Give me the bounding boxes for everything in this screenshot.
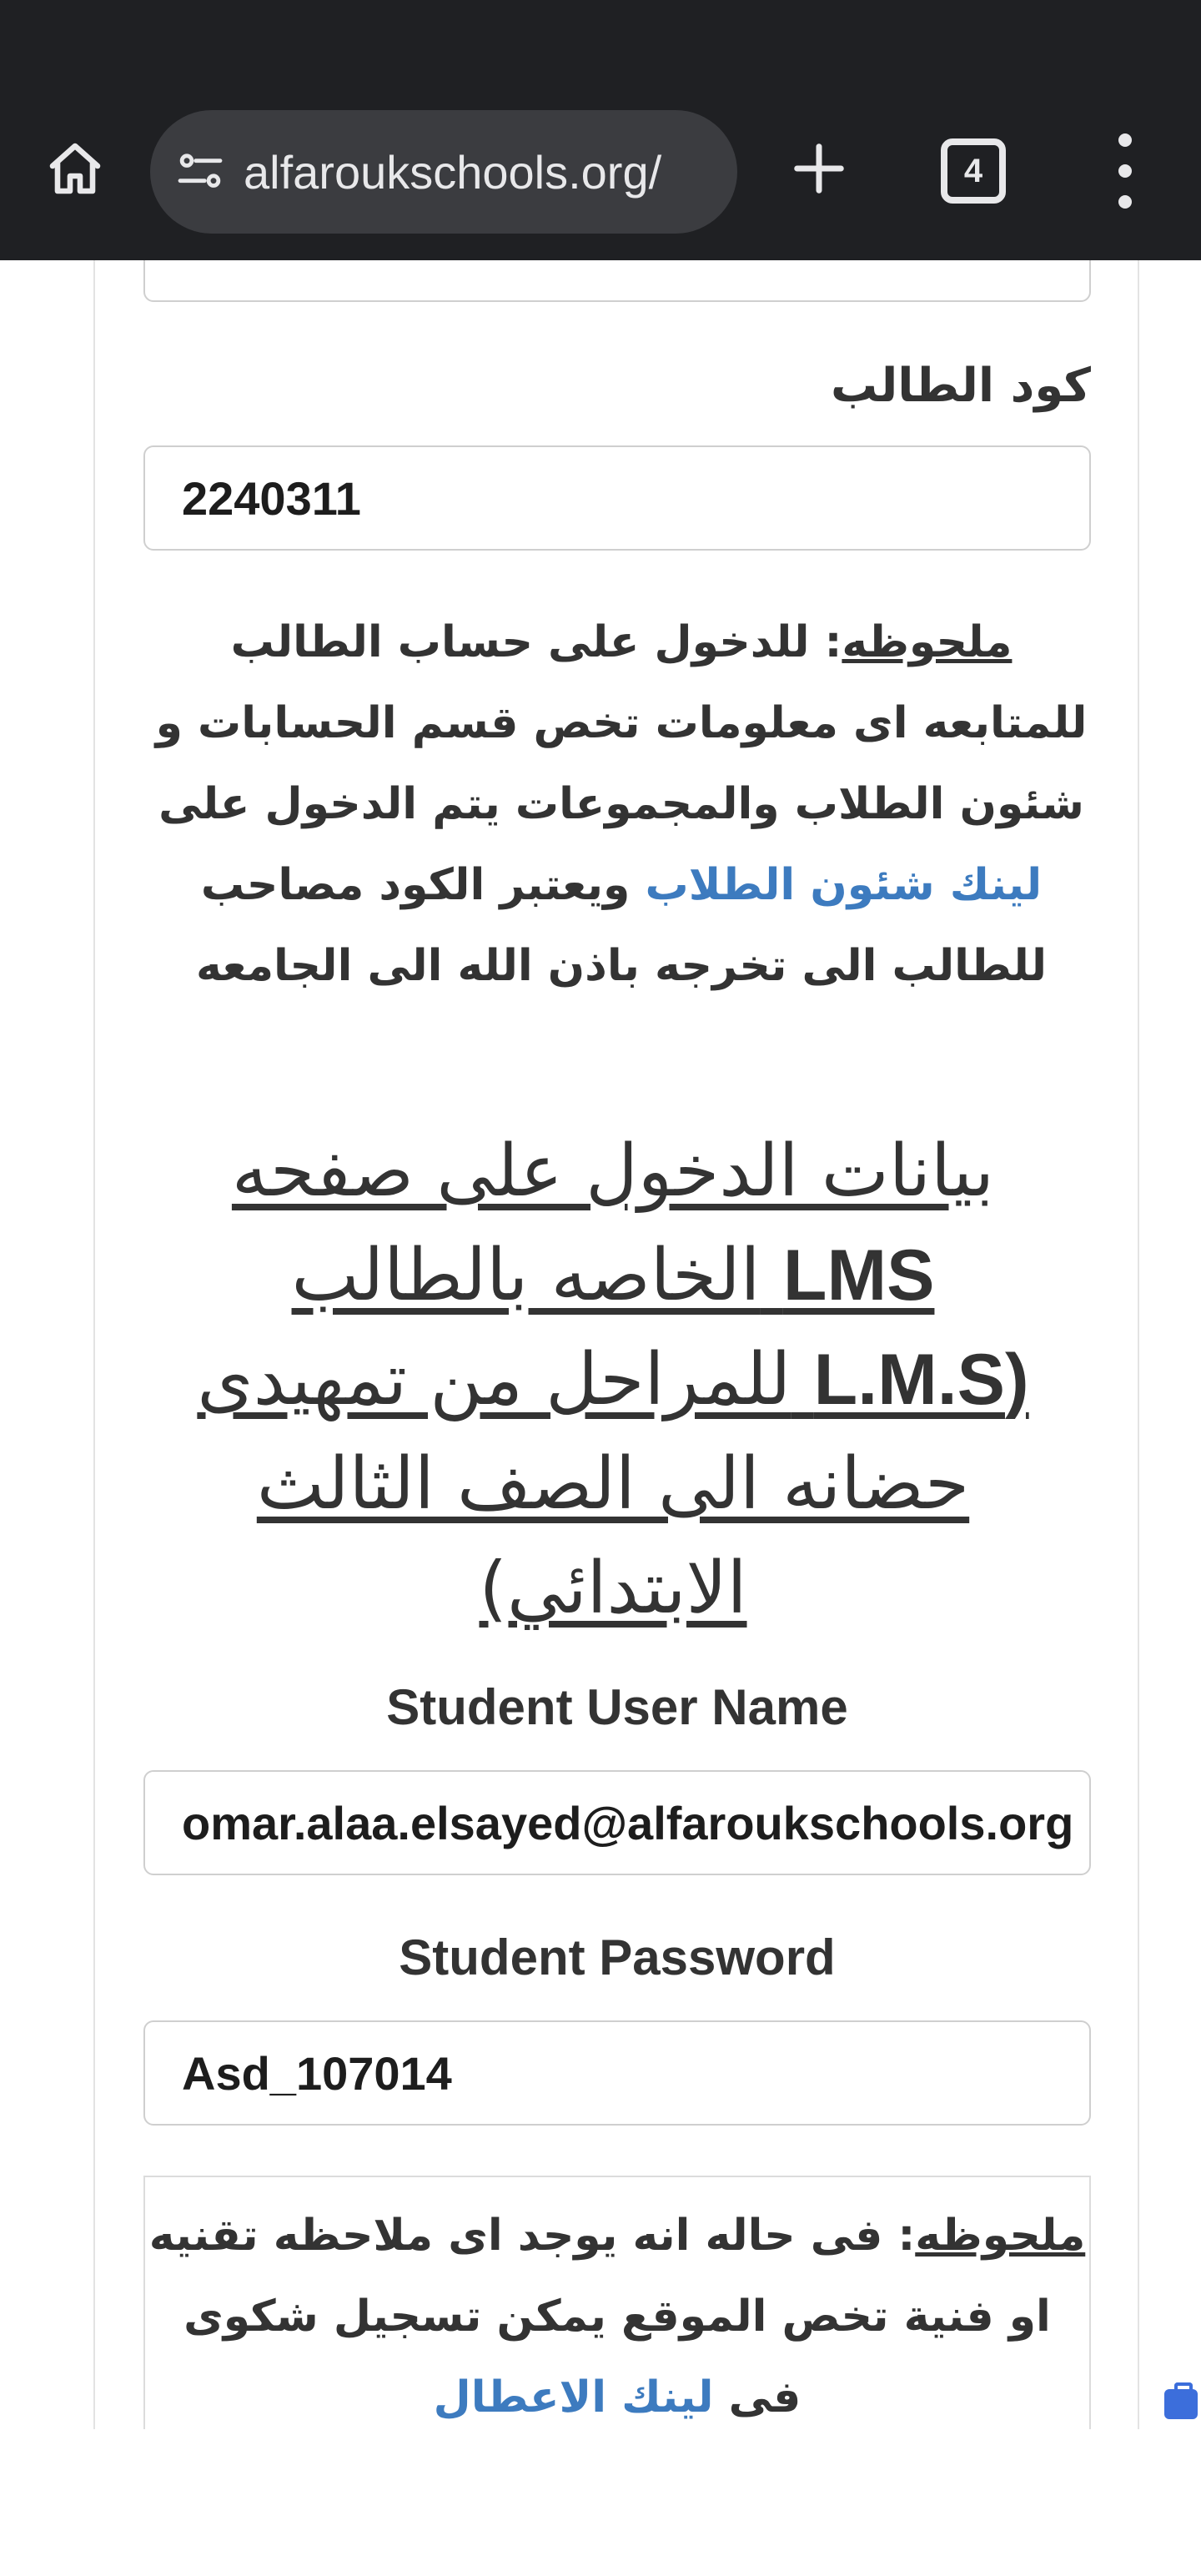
more-menu-icon[interactable] (1099, 133, 1151, 209)
note2-text: : فى حاله انه يوجد اى ملاحظه تقنيه او فنية تخص الموقع يمكن تسجيل شكوى فى (148, 2211, 1051, 2423)
home-button[interactable] (40, 133, 110, 204)
previous-field[interactable] (143, 260, 1091, 302)
site-settings-icon[interactable] (173, 145, 227, 199)
lms-heading-lms2: (L.M.S (813, 1340, 1029, 1420)
student-code-field[interactable]: 2240311 (143, 445, 1091, 551)
lms-heading-lms: LMS (782, 1235, 935, 1316)
url-text[interactable]: alfaroukschools.org/ (244, 145, 662, 199)
accounts-note (150, 602, 1093, 1007)
lms-heading (133, 1119, 1093, 1641)
new-tab-button[interactable] (784, 133, 854, 204)
plus-icon (790, 139, 848, 198)
note2-label: ملحوظه (915, 2211, 1086, 2261)
student-code-label: كود الطالب (830, 359, 1091, 413)
tab-switcher-button[interactable]: 4 (941, 138, 1006, 204)
briefcase-icon[interactable] (1164, 2389, 1198, 2419)
username-label: Student User Name (386, 1679, 848, 1735)
note-text-a: : للدخول على حساب الطالب للمتابعه اى معلومات تخص قسم الحسابات و شئون الطلاب والمجموعات يتم الدخول على (155, 617, 1088, 829)
issues-note (143, 2196, 1091, 2429)
username-field[interactable]: omar.alaa.elsayed@alfaroukschools.org (143, 1770, 1091, 1875)
address-bar[interactable] (150, 110, 737, 234)
password-field[interactable]: Asd_107014 (143, 2020, 1091, 2126)
lms-heading-part2: الخاصه بالطالب (291, 1234, 761, 1317)
note-label: ملحوظه (842, 617, 1013, 667)
browser-toolbar (0, 0, 1201, 260)
lms-heading-part3: للمراحل من تمهيدى حضانه الى الصف الثالث الابتدائي) (197, 1338, 970, 1630)
bottom-area (0, 2429, 1201, 2576)
password-label: Student Password (399, 1929, 836, 1985)
issues-link[interactable]: لينك الاعطال (433, 2372, 714, 2423)
page-content (0, 260, 1201, 2429)
note-text-b: ويعتبر الكود مصاحب للطالب الى تخرجه باذن الله الى الجامعه (195, 860, 1048, 991)
lms-heading-part1: بيانات الدخول على صفحه (231, 1130, 995, 1213)
home-icon (45, 138, 105, 199)
student-affairs-link[interactable]: لينك شئون الطلاب (645, 860, 1043, 910)
